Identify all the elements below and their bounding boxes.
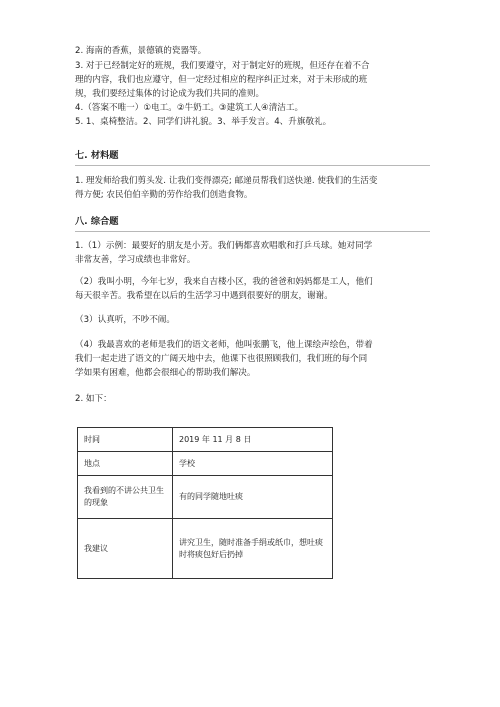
table-value-cell: 讲究卫生，随时准备手绢或纸巾，想吐痰时将痰包好后扔掉: [173, 519, 333, 579]
q1-part1-line-2: 非常友善，学习成绩也非常好。: [75, 255, 196, 265]
table-value-cell: 学校: [173, 452, 333, 476]
q1-part1-line-1: 1.（1）示例：最要好的朋友是小芳。我们俩都喜欢唱歌和打乒乓球。她对同学: [75, 241, 373, 251]
answer-line-4: 4.（答案不唯一）①电工。②牛奶工。③建筑工人④清洁工。: [75, 103, 304, 113]
table-label-cell: 地点: [78, 452, 173, 476]
section-7-answer-line-2: 得方便; 农民伯伯辛勤的劳作给我们创造食物。: [75, 190, 253, 200]
section-divider: [75, 231, 430, 232]
table-label-cell: 我建议: [78, 519, 173, 579]
table-value-cell: 有的同学随地吐痰: [173, 476, 333, 519]
section-7-answer-line-1: 1. 理发师给我们剪头发. 让我们变得漂亮; 邮递员帮我们送快递. 使我们的生活变: [75, 176, 378, 186]
table-row: [78, 428, 333, 452]
table-label-cell: 时间: [78, 428, 173, 452]
q1-part4-line-1: （4）我最喜欢的老师是我们的语文老师，他叫张鹏飞，他上课绘声绘色，带着: [75, 340, 373, 350]
answer-line-3a: 3. 对于已经制定好的班规，我们要遵守，对于制定好的班规，但还存在着不合: [75, 61, 370, 71]
q1-part2-line-2: 每天很辛苦。我希望在以后的生活学习中遇到很要好的朋友，谢谢。: [75, 291, 333, 301]
table-row: [78, 476, 333, 519]
answer-line-3b: 理的内容，我们也应遵守，但一定经过相应的程序纠正过来，对于未形成的班: [75, 75, 368, 85]
q1-part4-line-3: 学如果有困难，他都会很细心的帮助我们解决。: [75, 368, 256, 378]
q1-part2-line-1: （2）我叫小明，今年七岁，我来自吉楼小区，我的爸爸和妈妈都是工人，他们: [75, 277, 373, 287]
q1-part3: （3）认真听，不吵不闹。: [75, 315, 175, 325]
table-row: [78, 519, 333, 579]
q2-intro: 2. 如下：: [75, 394, 112, 404]
answer-line-3c: 规，我们要经过集体的讨论成为我们共同的准则。: [75, 89, 265, 99]
table-label-cell: 我看到的不讲公共卫生的现象: [78, 476, 173, 519]
table-row: [78, 452, 333, 476]
section-7-heading: 七. 材料题: [75, 150, 119, 161]
q1-part4-line-2: 我们一起走进了语文的广阔天地中去，他课下也很照顾我们，我们班的每个同: [75, 354, 368, 364]
observation-table: [77, 427, 333, 579]
table-value-cell: 2019 年 11 月 8 日: [173, 428, 333, 452]
section-divider: [75, 165, 430, 166]
answer-line-5: 5. 1、桌椅整洁。2、同学们讲礼貌。3、举手发言。4、升旗敬礼。: [75, 117, 332, 127]
section-8-heading: 八. 综合题: [75, 216, 119, 227]
answer-line-2: 2. 海南的香蕉，景德镇的瓷器等。: [75, 46, 207, 56]
